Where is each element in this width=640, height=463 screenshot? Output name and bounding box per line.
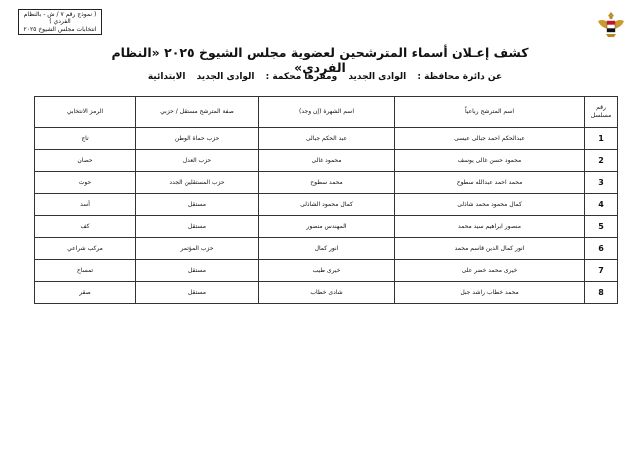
header-status: صفة المترشح مستقل / حزبي <box>136 97 259 128</box>
cell-fame: انور كمال <box>259 238 395 260</box>
cell-status: مستقل <box>136 216 259 238</box>
cell-fame: عبد الحكم جبالى <box>259 128 395 150</box>
cell-name: محمد احمد عبدالله سطوح <box>395 172 585 194</box>
header-name: اسم المترشح رباعياً <box>395 97 585 128</box>
cell-serial: 7 <box>585 260 618 282</box>
cell-symbol: تمساح <box>35 260 136 282</box>
cell-status: حزب العدل <box>136 150 259 172</box>
cell-status: مستقل <box>136 194 259 216</box>
header-symbol: الرمز الانتخابي <box>35 97 136 128</box>
table-row <box>35 238 618 260</box>
cell-status: مستقل <box>136 282 259 304</box>
form-number-box <box>18 9 102 35</box>
table-row <box>35 150 618 172</box>
table-row <box>35 282 618 304</box>
form-election-line: انتخابات مجلس الشيوخ ٢٠٢٥ <box>23 25 97 33</box>
cell-symbol: كف <box>35 216 136 238</box>
cell-serial: 2 <box>585 150 618 172</box>
header-serial: رقم مسلسل <box>585 97 618 128</box>
court-type: الابتدائية <box>147 72 186 82</box>
cell-name: منصور ابراهيم سيد محمد <box>395 216 585 238</box>
cell-name: عبدالحكم احمد جبالى عيسى <box>395 128 585 150</box>
form-number-line: ( نموذج رقم ٧ / ش - بالنظام الفردي ) <box>23 11 97 26</box>
cell-status: حزب المستقلين الجدد <box>136 172 259 194</box>
cell-name: محمد خطاب راشد جبل <box>395 282 585 304</box>
cell-fame: محمود غالى <box>259 150 395 172</box>
cell-name: خيرى محمد خضر على <box>395 260 585 282</box>
cell-symbol: حوت <box>35 172 136 194</box>
district-line <box>120 72 530 82</box>
page-title: كشف إعـلان أسماء المترشحين لعضوية مجلس الشيوخ ٢٠٢٥ «النظام الفردي» <box>111 45 529 75</box>
cell-symbol: صقر <box>35 282 136 304</box>
court-label: ومقرها محكمة : <box>265 72 338 82</box>
cell-symbol: تاج <box>35 128 136 150</box>
cell-fame: كمال محمود الشاذلى <box>259 194 395 216</box>
district-label: عن دائرة محافظة : <box>417 72 503 82</box>
cell-fame: محمد سطوح <box>259 172 395 194</box>
cell-status: حزب المؤتمر <box>136 238 259 260</box>
cell-fame: خيرى طيب <box>259 260 395 282</box>
cell-serial: 6 <box>585 238 618 260</box>
cell-serial: 8 <box>585 282 618 304</box>
cell-status: حزب حماة الوطن <box>136 128 259 150</box>
cell-status: مستقل <box>136 260 259 282</box>
cell-symbol: حصان <box>35 150 136 172</box>
cell-serial: 4 <box>585 194 618 216</box>
cell-name: محمود حسن غالى يوسف <box>395 150 585 172</box>
cell-serial: 1 <box>585 128 618 150</box>
cell-serial: 5 <box>585 216 618 238</box>
table-row <box>35 128 618 150</box>
header-fame: اسم الشهرة (إن وجد) <box>259 97 395 128</box>
candidates-table <box>34 96 618 304</box>
court-value: الوادى الجديد <box>196 72 255 82</box>
cell-name: كمال محمود محمد شاذلى <box>395 194 585 216</box>
cell-fame: المهندس منصور <box>259 216 395 238</box>
egypt-eagle-emblem-icon <box>594 9 628 43</box>
table-row <box>35 194 618 216</box>
table-row <box>35 216 618 238</box>
cell-name: انور كمال الدين قاسم محمد <box>395 238 585 260</box>
table-row <box>35 172 618 194</box>
cell-symbol: مركب شراعي <box>35 238 136 260</box>
cell-fame: شادى خطاب <box>259 282 395 304</box>
table-header-row <box>35 97 618 128</box>
cell-symbol: أسد <box>35 194 136 216</box>
cell-serial: 3 <box>585 172 618 194</box>
district-value: الوادى الجديد <box>348 72 407 82</box>
table-row <box>35 260 618 282</box>
